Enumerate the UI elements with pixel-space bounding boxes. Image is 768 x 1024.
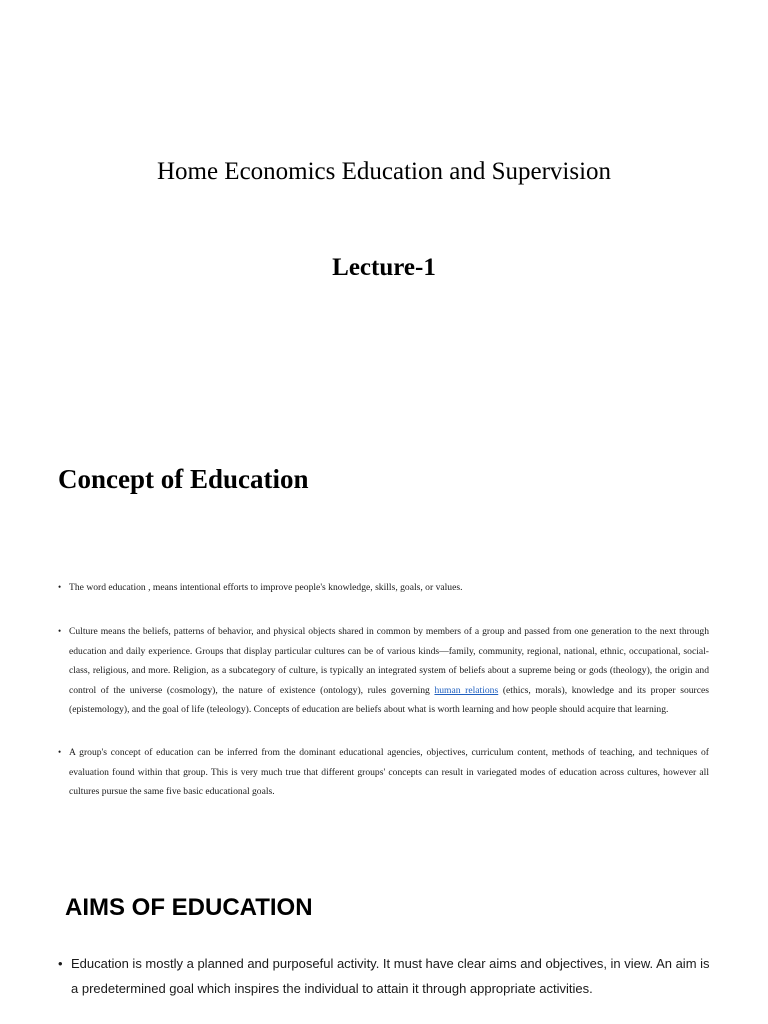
bullet-text-part-2: (ethics, morals), knowledge and its proper sources (epistemology), and the goal of life (teleology). Concepts of education are beliefs about what is worth learning and how people should acquire that learning. [69, 684, 709, 716]
list-item [58, 578, 709, 598]
bullet-text: Education is mostly a planned and purposeful activity. It must have clear aims and objectives, in view. An aim is a predetermined goal which inspires the individual to attain it through appropriate activities. [71, 956, 710, 996]
bullet-text-part-1: Culture means the beliefs, patterns of behavior, and physical objects shared in common by members of a group and passed from one generation to the next through education and daily experience. Groups that display particular cultures can be of various kinds—family, community, regional, national, ethnic, occupational, social-class, religious, and more. Religion, as a subcategory of culture, is typically an integrated system of beliefs about a supreme being or gods (theology), the origin and control of the universe (cosmology), the nature of existence (ontology), rules governing [69, 626, 709, 696]
title-slide [0, 0, 768, 400]
bullet-icon: • [58, 956, 63, 971]
concept-bullet-list-2 [58, 622, 709, 720]
concept-bullet-list-3 [58, 743, 709, 802]
document-title: Home Economics Education and Supervision [156, 158, 612, 185]
human-relations-link[interactable]: human relations [434, 684, 499, 696]
aims-slide [0, 860, 768, 1024]
aims-heading: AIMS OF EDUCATION [65, 894, 313, 921]
concept-slide [0, 400, 768, 860]
lecture-label: Lecture-1 [332, 254, 436, 281]
list-item [58, 743, 709, 802]
bullet-icon: • [58, 582, 62, 592]
concept-bullet-list-1 [58, 578, 709, 598]
list-item [58, 951, 713, 1001]
aims-bullet-list [58, 951, 713, 1001]
bullet-icon: • [58, 626, 62, 636]
concept-heading: Concept of Education [58, 464, 309, 494]
list-item [58, 622, 709, 720]
bullet-text: The word education , means intentional efforts to improve people's knowledge, skills, goals, or values. [69, 582, 463, 593]
bullet-icon: • [58, 747, 62, 757]
bullet-text: A group's concept of education can be inferred from the dominant educational agencies, objectives, curriculum content, methods of teaching, and techniques of evaluation found within that group. This is very much true that different groups' concepts can result in variegated modes of education across cultures, however all cultures pursue the same five basic educational goals. [69, 747, 709, 798]
